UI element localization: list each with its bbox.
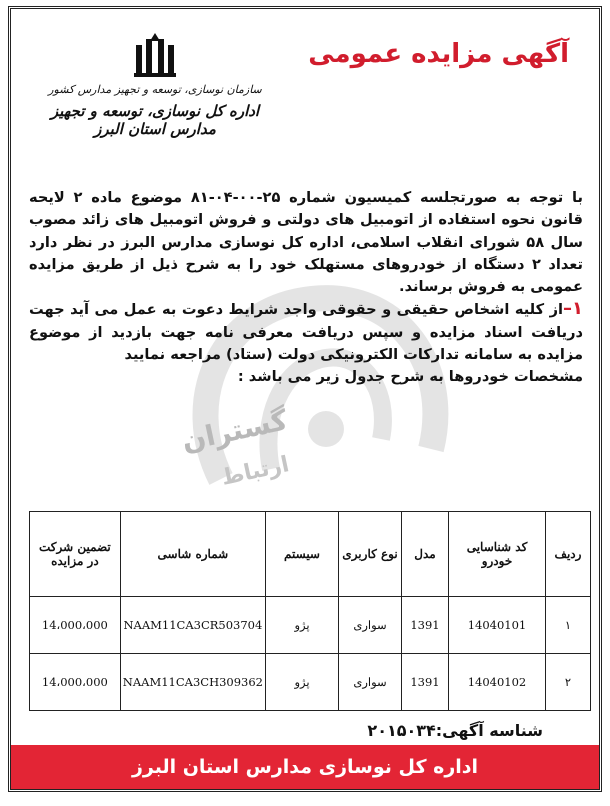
item-1-paragraph [29,298,583,366]
vehicles-table [29,511,591,711]
table-row [30,597,591,654]
ad-identifier: شناسه آگهی:۲۰۱۵۰۳۴ [367,721,543,740]
cell-system: پژو [266,597,339,654]
announcement-body [29,187,583,389]
table-header-row [30,512,591,597]
cell-chassis-number: NAAM11CA3CR503704 [120,597,265,654]
cell-system: پژو [266,654,339,711]
emblem-icon [132,31,178,79]
cell-model: 1391 [402,597,449,654]
cell-row-number: ۲ [546,654,591,711]
cell-vehicle-code: 14040101 [449,597,546,654]
cell-guarantee: 14،000،000 [30,654,121,711]
header-usage-type: نوع کاربری [339,512,402,597]
header-model: مدل [402,512,449,597]
footer-banner: اداره کل نوسازی مدارس استان البرز [11,745,599,789]
header-row-number: ردیف [546,512,591,597]
table-row [30,654,591,711]
header-system: سیستم [266,512,339,597]
logo-organization-name: سازمان نوسازی، توسعه و تجهیز مدارس کشور [48,83,262,96]
header-guarantee: تضمین شرکت در مزایده [30,512,121,597]
cell-row-number: ۱ [546,597,591,654]
item-1-text: از کلیه اشخاص حقیقی و حقوقی واجد شرایط دعوت به عمل می آید جهت دریافت اسناد مزایده و سپس دریافت معرفی نامه جهت بازدید از موضوع مزایده به سامانه تدارکات الکترونیکی دولت (ستاد) مراجعه نمایید [29,301,583,364]
cell-model: 1391 [402,654,449,711]
watermark-text-1: گستران [178,403,291,458]
watermark-text-2: ارتباط [219,452,292,491]
ad-page [8,6,602,792]
organization-logo [39,31,271,161]
item-1-number: ۱– [563,298,583,320]
header-chassis-number: شماره شاسی [120,512,265,597]
intro-paragraph: با توجه به صورتجلسه کمیسیون شماره ۲۵-۰۰-۰۴-۸۱ موضوع ماده ۲ لایحه قانون نحوه استفاده از اتومبیل های دولتی و فروش اتومبیل های زائد مصوب سال ۵۸ شورای انقلاب اسلامی، اداره کل نوسازی مدارس البرز در نظر دارد تعداد ۲ دستگاه از خودروهای مستهلک خود را به شرح ذیل از طریق مزایده عمومی به فروش برساند. [29,189,583,296]
cell-usage-type: سواری [339,597,402,654]
page-title: آگهی مزایده عمومی [308,39,569,69]
header-vehicle-code: کد شناسایی خودرو [449,512,546,597]
cell-usage-type: سواری [339,654,402,711]
cell-chassis-number: NAAM11CA3CH309362 [120,654,265,711]
logo-department-name: اداره کل نوسازی، توسعه و تجهیز مدارس استان البرز [50,102,260,138]
cell-guarantee: 14،000،000 [30,597,121,654]
cell-vehicle-code: 14040102 [449,654,546,711]
specs-intro: مشخصات خودروها به شرح جدول زیر می باشد : [237,368,583,386]
header [11,9,599,157]
